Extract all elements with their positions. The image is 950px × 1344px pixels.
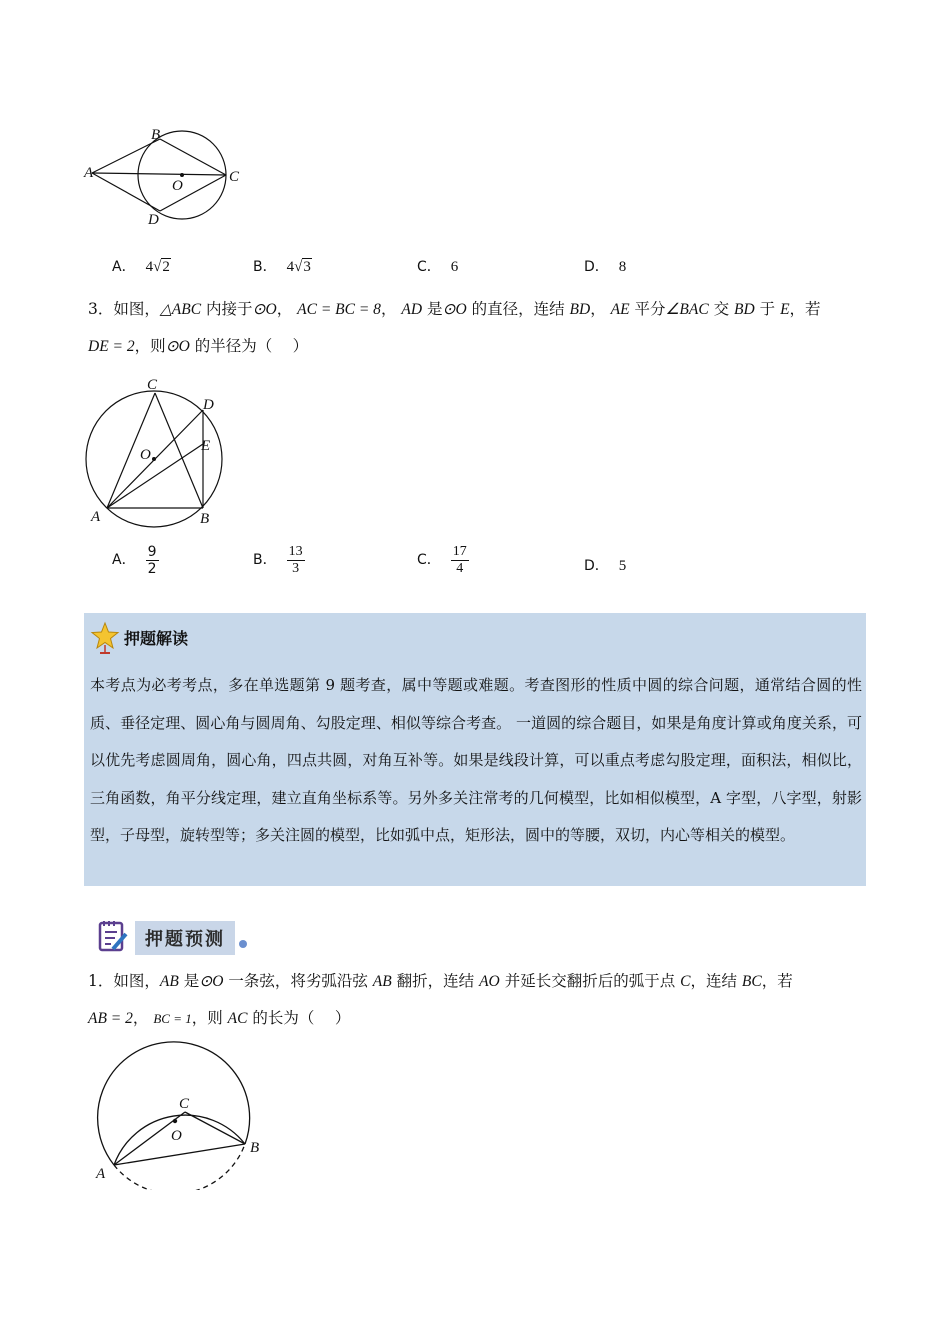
pred-q1-stem-line1: 1．如图，AB 是⊙O 一条弦，将劣弧沿弦 AB 翻折，连结 AO 并延长交翻折后的弧于点 C，连结 BC，若 <box>88 972 793 990</box>
q2-label-b: B <box>151 127 161 143</box>
q2-label-o: O <box>172 178 183 194</box>
q3-label-o: O <box>140 447 151 463</box>
pred-q1-figure <box>88 1040 278 1190</box>
analysis-box <box>84 613 866 886</box>
dot-icon <box>239 940 247 948</box>
q2-option-a: A． 4√2 <box>112 259 170 275</box>
pred-q1-stem-line2: AB = 2， BC = 1，则 AC 的长为（ ） <box>88 1009 351 1027</box>
q3-option-b: B． $\frac{13}{3}$ <box>253 544 303 576</box>
q2-label-a: A <box>84 165 94 181</box>
pred-q1-label-b: B <box>250 1140 260 1156</box>
q3-option-a: A． $\frac{9}{2}$ <box>112 544 157 577</box>
q3-option-c: C． $\frac{17}{4}$ <box>417 544 467 576</box>
q3-label-a: A <box>91 509 101 525</box>
analysis-body: 本考点为必考考点，多在单选题第 9 题考查，属中等题或难题。考查图形的性质中圆的综合问题，通常结合圆的性质、垂径定理、圆心角与圆周角、勾股定理、相似等综合考查。 一道圆的综合题目，如果是角度计算或角度关系，可以优先考虑圆周角，圆心角，四点共圆，对角互补等。如果是线段计算，可以重点考虑勾股定理，面积法，相似比，三角函数，角平分线定理，建立直角坐标系等。另外多关注常考的几何模型，比如相似模型，A 字型，八字型，射影型，子母型，旋转型等；多关注圆的模型，比如弧中点，矩形法，圆中的等腰，双切，内心等相关的模型。 <box>90 676 862 844</box>
pred-q1-label-c: C <box>179 1096 190 1112</box>
star-icon <box>90 621 120 659</box>
pred-q1-label-o: O <box>171 1128 182 1144</box>
q2-label-d: D <box>148 212 159 228</box>
q3-label-e: E <box>201 438 211 454</box>
q3-stem-line1: 3．如图，△ABC 内接于⊙O， AC = BC = 8， AD 是⊙O 的直径，连结 BD， AE 平分∠BAC 交 BD 于 E，若 <box>88 300 821 318</box>
prediction-banner <box>97 920 247 956</box>
q3-label-d: D <box>203 397 214 413</box>
q2-option-d: D． 8 <box>584 259 627 275</box>
notebook-pen-icon <box>97 919 129 957</box>
q2-option-b: B． 4√3 <box>253 259 311 275</box>
q3-stem-line2: DE = 2，则⊙O 的半径为（ ） <box>88 337 309 355</box>
q2-option-c: C． 6 <box>417 259 459 275</box>
q3-option-d: D． 5 <box>584 558 627 574</box>
q3-label-c: C <box>147 377 158 393</box>
q2-label-c: C <box>229 169 240 185</box>
analysis-title: 押题解读 <box>124 629 189 648</box>
q3-figure <box>80 372 240 532</box>
q2-figure <box>80 120 250 230</box>
prediction-title: 押题预测 <box>135 921 235 955</box>
q3-label-b: B <box>200 511 210 527</box>
pred-q1-label-a: A <box>96 1166 106 1182</box>
